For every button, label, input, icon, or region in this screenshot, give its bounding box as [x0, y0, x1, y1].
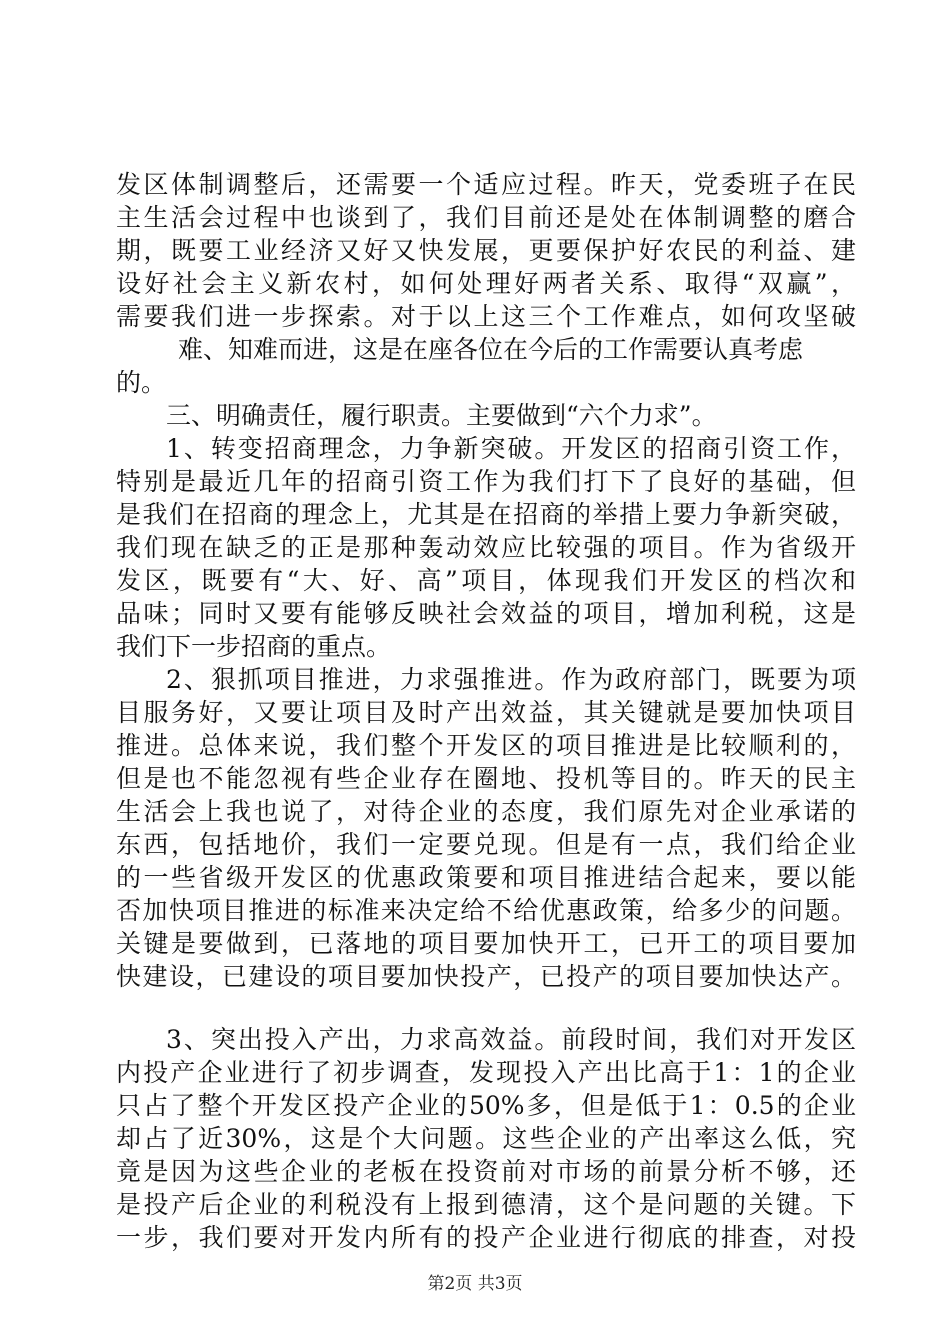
body-text [116, 168, 856, 1254]
text-line: 发区体制调整后，还需要一个适应过程。昨天，党委班子在民 [116, 170, 856, 199]
text-line: 我们现在缺乏的正是那种轰动效应比较强的项目。作为省级开 [116, 533, 856, 562]
text-line: 是投产后企业的利税没有上报到德清，这个是问题的关键。下 [116, 1190, 856, 1219]
text-line: 东西，包括地价，我们一定要兑现。但是有一点，我们给企业 [116, 830, 856, 859]
text-line: 的。 [116, 368, 167, 397]
text-line: 需要我们进一步探索。对于以上这三个工作难点，如何攻坚破 [116, 302, 856, 331]
text-line: 却占了近30%，这是个大问题。这些企业的产出率这么低，究 [116, 1124, 856, 1153]
text-line: 只占了整个开发区投产企业的50%多，但是低于1：0.5的企业 [116, 1091, 856, 1120]
text-line: 的一些省级开发区的优惠政策要和项目推进结合起来，要以能 [116, 863, 856, 892]
text-line: 否加快项目推进的标准来决定给不给优惠政策，给多少的问题。 [116, 896, 856, 925]
paragraph-start: 3、突出投入产出，力求高效益。前段时间，我们对开发区 [166, 1025, 856, 1054]
text-line: 难、知难而进，这是在座各位在今后的工作需要认真考虑 [178, 335, 804, 364]
section-heading: 三、明确责任，履行职责。主要做到“六个力求”。 [166, 401, 717, 430]
text-line: 期，既要工业经济又好又快发展，更要保护好农民的利益、建 [116, 236, 856, 265]
text-line: 一步，我们要对开发内所有的投产企业进行彻底的排查，对投 [116, 1223, 856, 1252]
text-line: 主生活会过程中也谈到了，我们目前还是处在体制调整的磨合 [116, 203, 856, 232]
paragraph-start: 1、转变招商理念，力争新突破。开发区的招商引资工作， [166, 434, 856, 463]
page-footer: 第2页 共3页 [427, 1274, 523, 1294]
text-line: 推进。总体来说，我们整个开发区的项目推进是比较顺利的， [116, 731, 856, 760]
paragraph-gap [116, 993, 856, 1023]
paragraph-start: 2、狠抓项目推进，力求强推进。作为政府部门，既要为项 [166, 665, 856, 694]
text-line: 关键是要做到，已落地的项目要加快开工，已开工的项目要加 [116, 929, 856, 958]
text-line: 快建设，已建设的项目要加快投产，已投产的项目要加快达产。 [116, 962, 856, 991]
text-line: 目服务好，又要让项目及时产出效益，其关键就是要加快项目 [116, 698, 856, 727]
text-line: 但是也不能忽视有些企业存在圈地、投机等目的。昨天的民主 [116, 764, 856, 793]
text-line: 我们下一步招商的重点。 [116, 632, 392, 661]
text-line: 竟是因为这些企业的老板在投资前对市场的前景分析不够，还 [116, 1157, 856, 1186]
text-line: 生活会上我也说了，对待企业的态度，我们原先对企业承诺的 [116, 797, 856, 826]
text-line: 设好社会主义新农村，如何处理好两者关系、取得“双赢”， [116, 269, 856, 298]
text-line: 特别是最近几年的招商引资工作为我们打下了良好的基础，但 [116, 467, 856, 496]
text-line: 内投产企业进行了初步调查，发现投入产出比高于1：1的企业 [116, 1058, 856, 1087]
text-line: 品味；同时又要有能够反映社会效益的项目，增加利税，这是 [116, 599, 856, 628]
text-line: 是我们在招商的理念上，尤其是在招商的举措上要力争新突破， [116, 500, 856, 529]
text-line: 发区，既要有“大、好、高”项目，体现我们开发区的档次和 [116, 566, 856, 595]
